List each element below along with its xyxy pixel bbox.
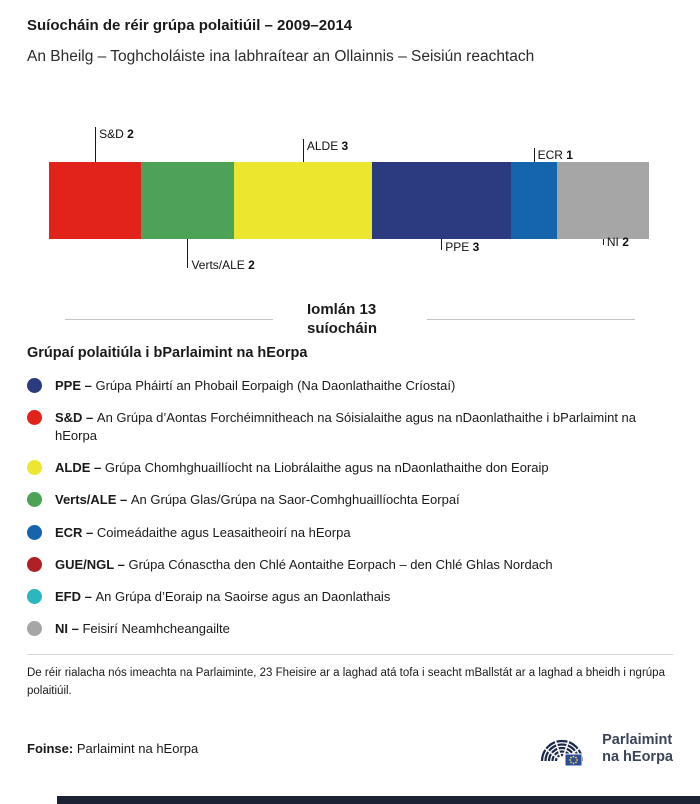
footer-divider xyxy=(27,654,673,655)
legend-item-text-ecr: ECR – Coimeádaithe agus Leasaitheoirí na hEorpa xyxy=(55,524,351,540)
legend-item-ni xyxy=(27,620,667,638)
segment-label-ecr: ECR 1 xyxy=(537,147,573,162)
bar-segment-alde xyxy=(234,162,372,239)
source-value: Parlaimint na hEorpa xyxy=(73,741,199,757)
legend-color-dot-verts-ale xyxy=(27,492,42,507)
leader-line-ni xyxy=(603,239,604,245)
legend-item-ecr xyxy=(27,524,667,542)
legend-item-s-d xyxy=(27,409,667,445)
total-divider-right xyxy=(427,319,635,320)
bar-segment-s-d xyxy=(49,162,141,239)
leader-line-verts-ale xyxy=(187,239,188,268)
legend-item-verts-ale xyxy=(27,491,667,509)
ep-logo xyxy=(534,728,673,770)
legend-color-dot-efd xyxy=(27,589,42,604)
eu-flag-icon xyxy=(565,754,582,766)
bar-segment-ni xyxy=(557,162,649,239)
page-subtitle: An Bheilg – Toghcholáiste ina labhraítear an Ollainnis – Seisiún reachtach xyxy=(27,48,535,65)
total-seats-label: Iomlán 13 suíocháin xyxy=(307,300,378,338)
legend-item-text-gue-ngl: GUE/NGL – Grúpa Cónasctha den Chlé Aontaithe Eorpach – den Chlé Ghlas Nordach xyxy=(55,556,553,572)
legend-item-text-ni: NI – Feisirí Neamhcheangailte xyxy=(55,621,230,637)
source-line xyxy=(27,741,198,756)
segment-label-alde: ALDE 3 xyxy=(306,138,349,153)
ep-logo-line1: Parlaimint xyxy=(602,732,673,749)
seat-chart xyxy=(49,119,649,284)
legend-item-text-verts-ale: Verts/ALE – An Grúpa Glas/Grúpa na Saor-Comhghuaillíochta Eorpaí xyxy=(55,492,460,508)
legend-item-alde xyxy=(27,459,667,477)
legend-color-dot-ni xyxy=(27,621,42,636)
ep-hemicycle-icon xyxy=(534,728,592,770)
bottom-brand-bar xyxy=(57,796,700,804)
leader-line-s-d xyxy=(95,127,96,162)
legend-color-dot-s-d xyxy=(27,410,42,425)
legend-item-text-alde: ALDE – Grúpa Chomhghuaillíocht na Liobrálaithe agus na nDaonlathaithe don Eoraip xyxy=(55,460,549,476)
source-label: Foinse: xyxy=(27,741,74,757)
ep-logo-text xyxy=(602,732,673,765)
rules-footnote: De réir rialacha nós imeachta na Parlaiminte, 23 Fheisire ar a laghad atá tofa i seacht mBallstát ar a laghad a bheidh i ngrúpa polaitiúil. xyxy=(27,667,665,697)
legend-list xyxy=(27,377,673,639)
total-row xyxy=(65,300,635,339)
leader-line-ppe xyxy=(441,239,442,250)
legend-color-dot-gue-ngl xyxy=(27,557,42,572)
bar-segment-ppe xyxy=(372,162,510,239)
seat-bar xyxy=(49,162,649,239)
segment-label-ni: NI 2 xyxy=(606,234,629,249)
legend-item-gue-ngl xyxy=(27,556,667,574)
bar-segment-verts-ale xyxy=(141,162,233,239)
segment-label-s-d: S&D 2 xyxy=(99,126,134,141)
legend-item-text-s-d: S&D – An Grúpa d’Aontas Forchéimnitheach na Sóisialaithe agus na nDaonlathaithe i bParlaimint na hEorpa xyxy=(55,409,637,443)
legend-item-text-efd: EFD – An Grúpa d’Eoraip na Saoirse agus an Daonlathais xyxy=(55,588,391,604)
segment-label-verts-ale: Verts/ALE 2 xyxy=(191,257,255,272)
leader-line-alde xyxy=(303,139,304,162)
source-row xyxy=(27,728,673,770)
legend-item-efd xyxy=(27,588,667,606)
legend-color-dot-ppe xyxy=(27,378,42,393)
bar-segment-ecr xyxy=(511,162,557,239)
legend-title: Grúpaí polaitiúla i bParlaimint na hEorpa xyxy=(27,344,308,361)
page-title: Suíocháin de réir grúpa polaitiúil – 2009–2014 xyxy=(27,17,353,34)
ep-logo-line2: na hEorpa xyxy=(602,748,673,765)
legend-item-ppe xyxy=(27,377,667,395)
total-divider-left xyxy=(65,319,273,320)
legend-item-text-ppe: PPE – Grúpa Pháirtí an Phobail Eorpaigh (Na Daonlathaithe Críostaí) xyxy=(55,377,456,393)
segment-label-ppe: PPE 3 xyxy=(445,239,480,254)
leader-line-ecr xyxy=(534,148,535,162)
legend-color-dot-alde xyxy=(27,460,42,475)
legend-color-dot-ecr xyxy=(27,525,42,540)
